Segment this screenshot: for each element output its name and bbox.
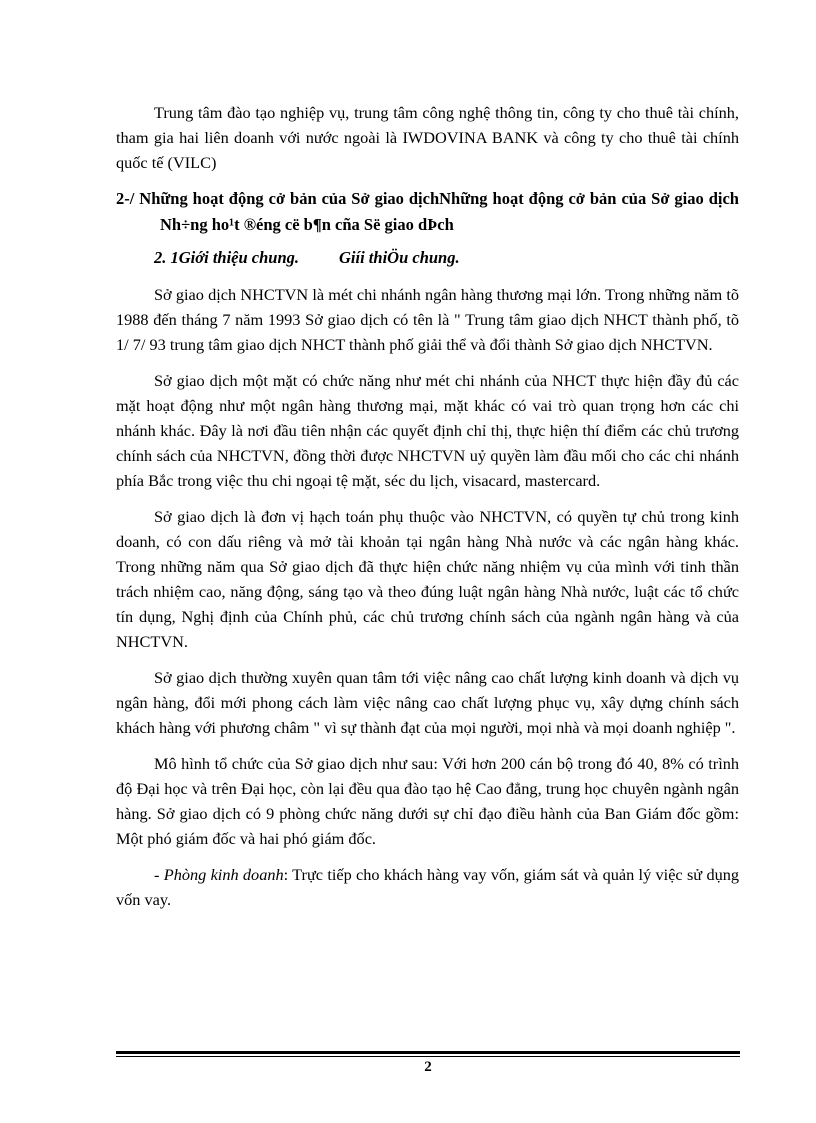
department-name: Phòng kinh doanh: [163, 865, 284, 884]
paragraph-accounting: Sở giao dịch là đơn vị hạch toán phụ thuộc vào NHCTVN, có quyền tự chủ trong kinh doanh, có con dấu riêng và mở tài khoản tại ngân hàng Nhà nước và các ngân hàng khác. Trong những năm qua Sở giao dịch đã thực hiện chức năng nhiệm vụ của mình với tinh thần trách nhiệm cao, năng động, sáng tạo và theo đúng luật ngân hàng Nhà nước, luật các tổ chức tín dụng, Nghị định của Chính phủ, các chủ trương chính sách của ngành ngân hàng và của NHCTVN.: [116, 507, 739, 651]
footer-rule-thick: [116, 1051, 740, 1054]
page-content: [116, 100, 739, 923]
paragraph-intro: Trung tâm đào tạo nghiệp vụ, trung tâm công nghệ thông tin, công ty cho thuê tài chính, tham gia hai liên doanh với nước ngoài là IWDOVINA BANK và công ty cho thuê tài chính quốc tế (VILC): [116, 103, 739, 172]
paragraph-service-quality: Sở giao dịch thường xuyên quan tâm tới việc nâng cao chất lượng kinh doanh và dịch vụ ngân hàng, đổi mới phong cách làm việc nâng cao chất lượng phục vụ, xây dựng chính sách khách hàng với phương châm " vì sự thành đạt của mọi người, mọi nhà và mọi doanh nghiệp ".: [116, 668, 739, 737]
paragraph-overview: Sở giao dịch NHCTVN là mét chi nhánh ngân hàng thương mại lớn. Trong những năm tõ 1988 đến tháng 7 năm 1993 Sở giao dịch có tên là " Trung tâm giao dịch NHCT thành phố, tõ 1/ 7/ 93 trung tâm giao dịch NHCT thành phố giải thể và đổi thành Sở giao dịch NHCTVN.: [116, 285, 739, 354]
page-number: 2: [424, 1059, 432, 1075]
paragraph-business-dept: [116, 862, 739, 912]
list-dash: -: [154, 865, 164, 884]
department-description: : Trực tiếp cho khách hàng vay vốn, giám sát và quản lý việc sử dụng vốn vay.: [116, 865, 740, 909]
paragraph-organization: Mô hình tổ chức của Sở giao dịch như sau: Với hơn 200 cán bộ trong đó 40, 8% có trình độ Đại học và trên Đại học, còn lại đều qua đào tạo hệ Cao đẳng, trung học chuyên ngành ngân hàng. Sở giao dịch có 9 phòng chức năng dưới sự chỉ đạo điều hành của Ban Giám đốc gồm: Một phó giám đốc và hai phó giám đốc.: [116, 754, 739, 848]
subsection-heading-garbled-text: Giíi thiÖu chung.: [339, 248, 460, 267]
section-heading: [116, 186, 739, 238]
section-heading-garbled-text: Nh÷ng ho¹t ®éng cë b¶n cña Së giao dÞch: [160, 215, 454, 234]
subsection-heading: [116, 246, 739, 270]
paragraph-functions: Sở giao dịch một mặt có chức năng như mét chi nhánh của NHCT thực hiện đầy đủ các mặt hoạt động như một ngân hàng thương mại, mặt khác có vai trò quan trọng hơn các chi nhánh khác. Đây là nơi đầu tiên nhận các quyết định chỉ thị, thực hiện thí điểm các chủ trương chính sách của NHCTVN, đồng thời được NHCTVN uỷ quyền làm đầu mối cho các chi nhánh phía Bắc trong việc thu chi ngoại tệ mặt, séc du lịch, visacard, mastercard.: [116, 371, 739, 490]
section-heading-text: 2-/ Những hoạt động cở bản của Sở giao dịchNhững hoạt động cở bản của Sở giao dịch: [116, 189, 739, 208]
subsection-heading-text: 2. 1Giới thiệu chung.: [154, 248, 300, 267]
